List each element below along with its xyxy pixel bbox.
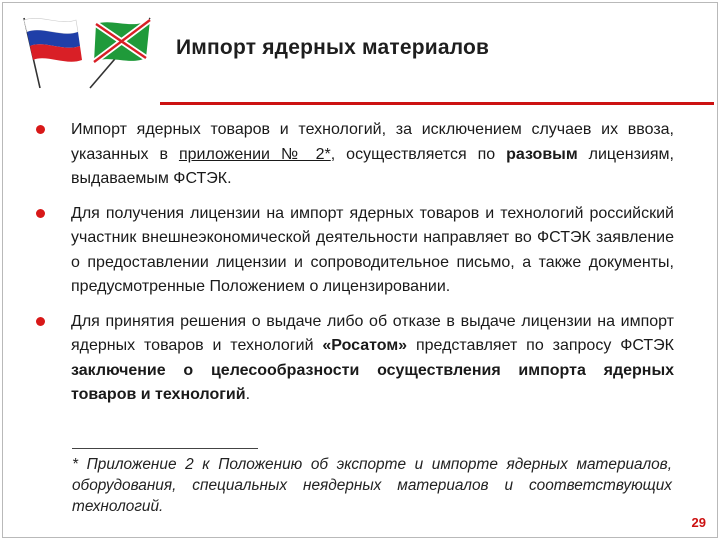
title-divider bbox=[160, 102, 714, 105]
bullet-icon bbox=[36, 125, 45, 134]
naval-jack-flag-icon bbox=[90, 18, 150, 88]
bullet-icon bbox=[36, 317, 45, 326]
bullet-text: Для принятия решения о выдаче либо об отказе в выдаче лицензии на импорт ядерных товаров и технологий «Росатом» представляет по запросу ФСТЭК заключение о целесообразности осуществления импорта ядерных товаров и технологий. bbox=[71, 312, 674, 403]
emphasis-text: «Росатом» bbox=[322, 337, 408, 354]
bullet-icon bbox=[36, 209, 45, 218]
emphasis-text: разовым bbox=[506, 145, 578, 163]
bullet-list bbox=[36, 118, 674, 418]
list-item bbox=[36, 310, 674, 408]
annex-link-text: приложении № 2* bbox=[178, 145, 331, 163]
bullet-text: Импорт ядерных товаров и технологий, за исключением случаев их ввоза, указанных в приложении № 2*, осуществляется по разовым лицензиям, выдаваемым ФСТЭК. bbox=[71, 121, 675, 187]
page-title: Импорт ядерных материалов bbox=[176, 36, 490, 59]
list-item bbox=[36, 202, 674, 300]
bullet-text: Для получения лицензии на импорт ядерных товаров и технологий российский участник внешнеэкономической деятельности направляет во ФСТЭК заявление о предоставлении лицензии и сопроводительное письмо, а также документы, предусмотренные Положением о лицензировании. bbox=[71, 204, 674, 295]
page-number: 29 bbox=[691, 515, 706, 530]
russian-flag-icon bbox=[24, 18, 82, 88]
footnote-divider bbox=[72, 448, 258, 449]
footnote: * Приложение 2 к Положению об экспорте и импорте ядерных материалов, оборудования, специальных неядерных материалов и соответствующих технологий. bbox=[72, 456, 672, 515]
emphasis-text: заключение о целесообразности осуществления импорта ядерных товаров и технологий bbox=[71, 361, 674, 403]
flags-emblem bbox=[10, 10, 160, 90]
list-item bbox=[36, 118, 674, 192]
